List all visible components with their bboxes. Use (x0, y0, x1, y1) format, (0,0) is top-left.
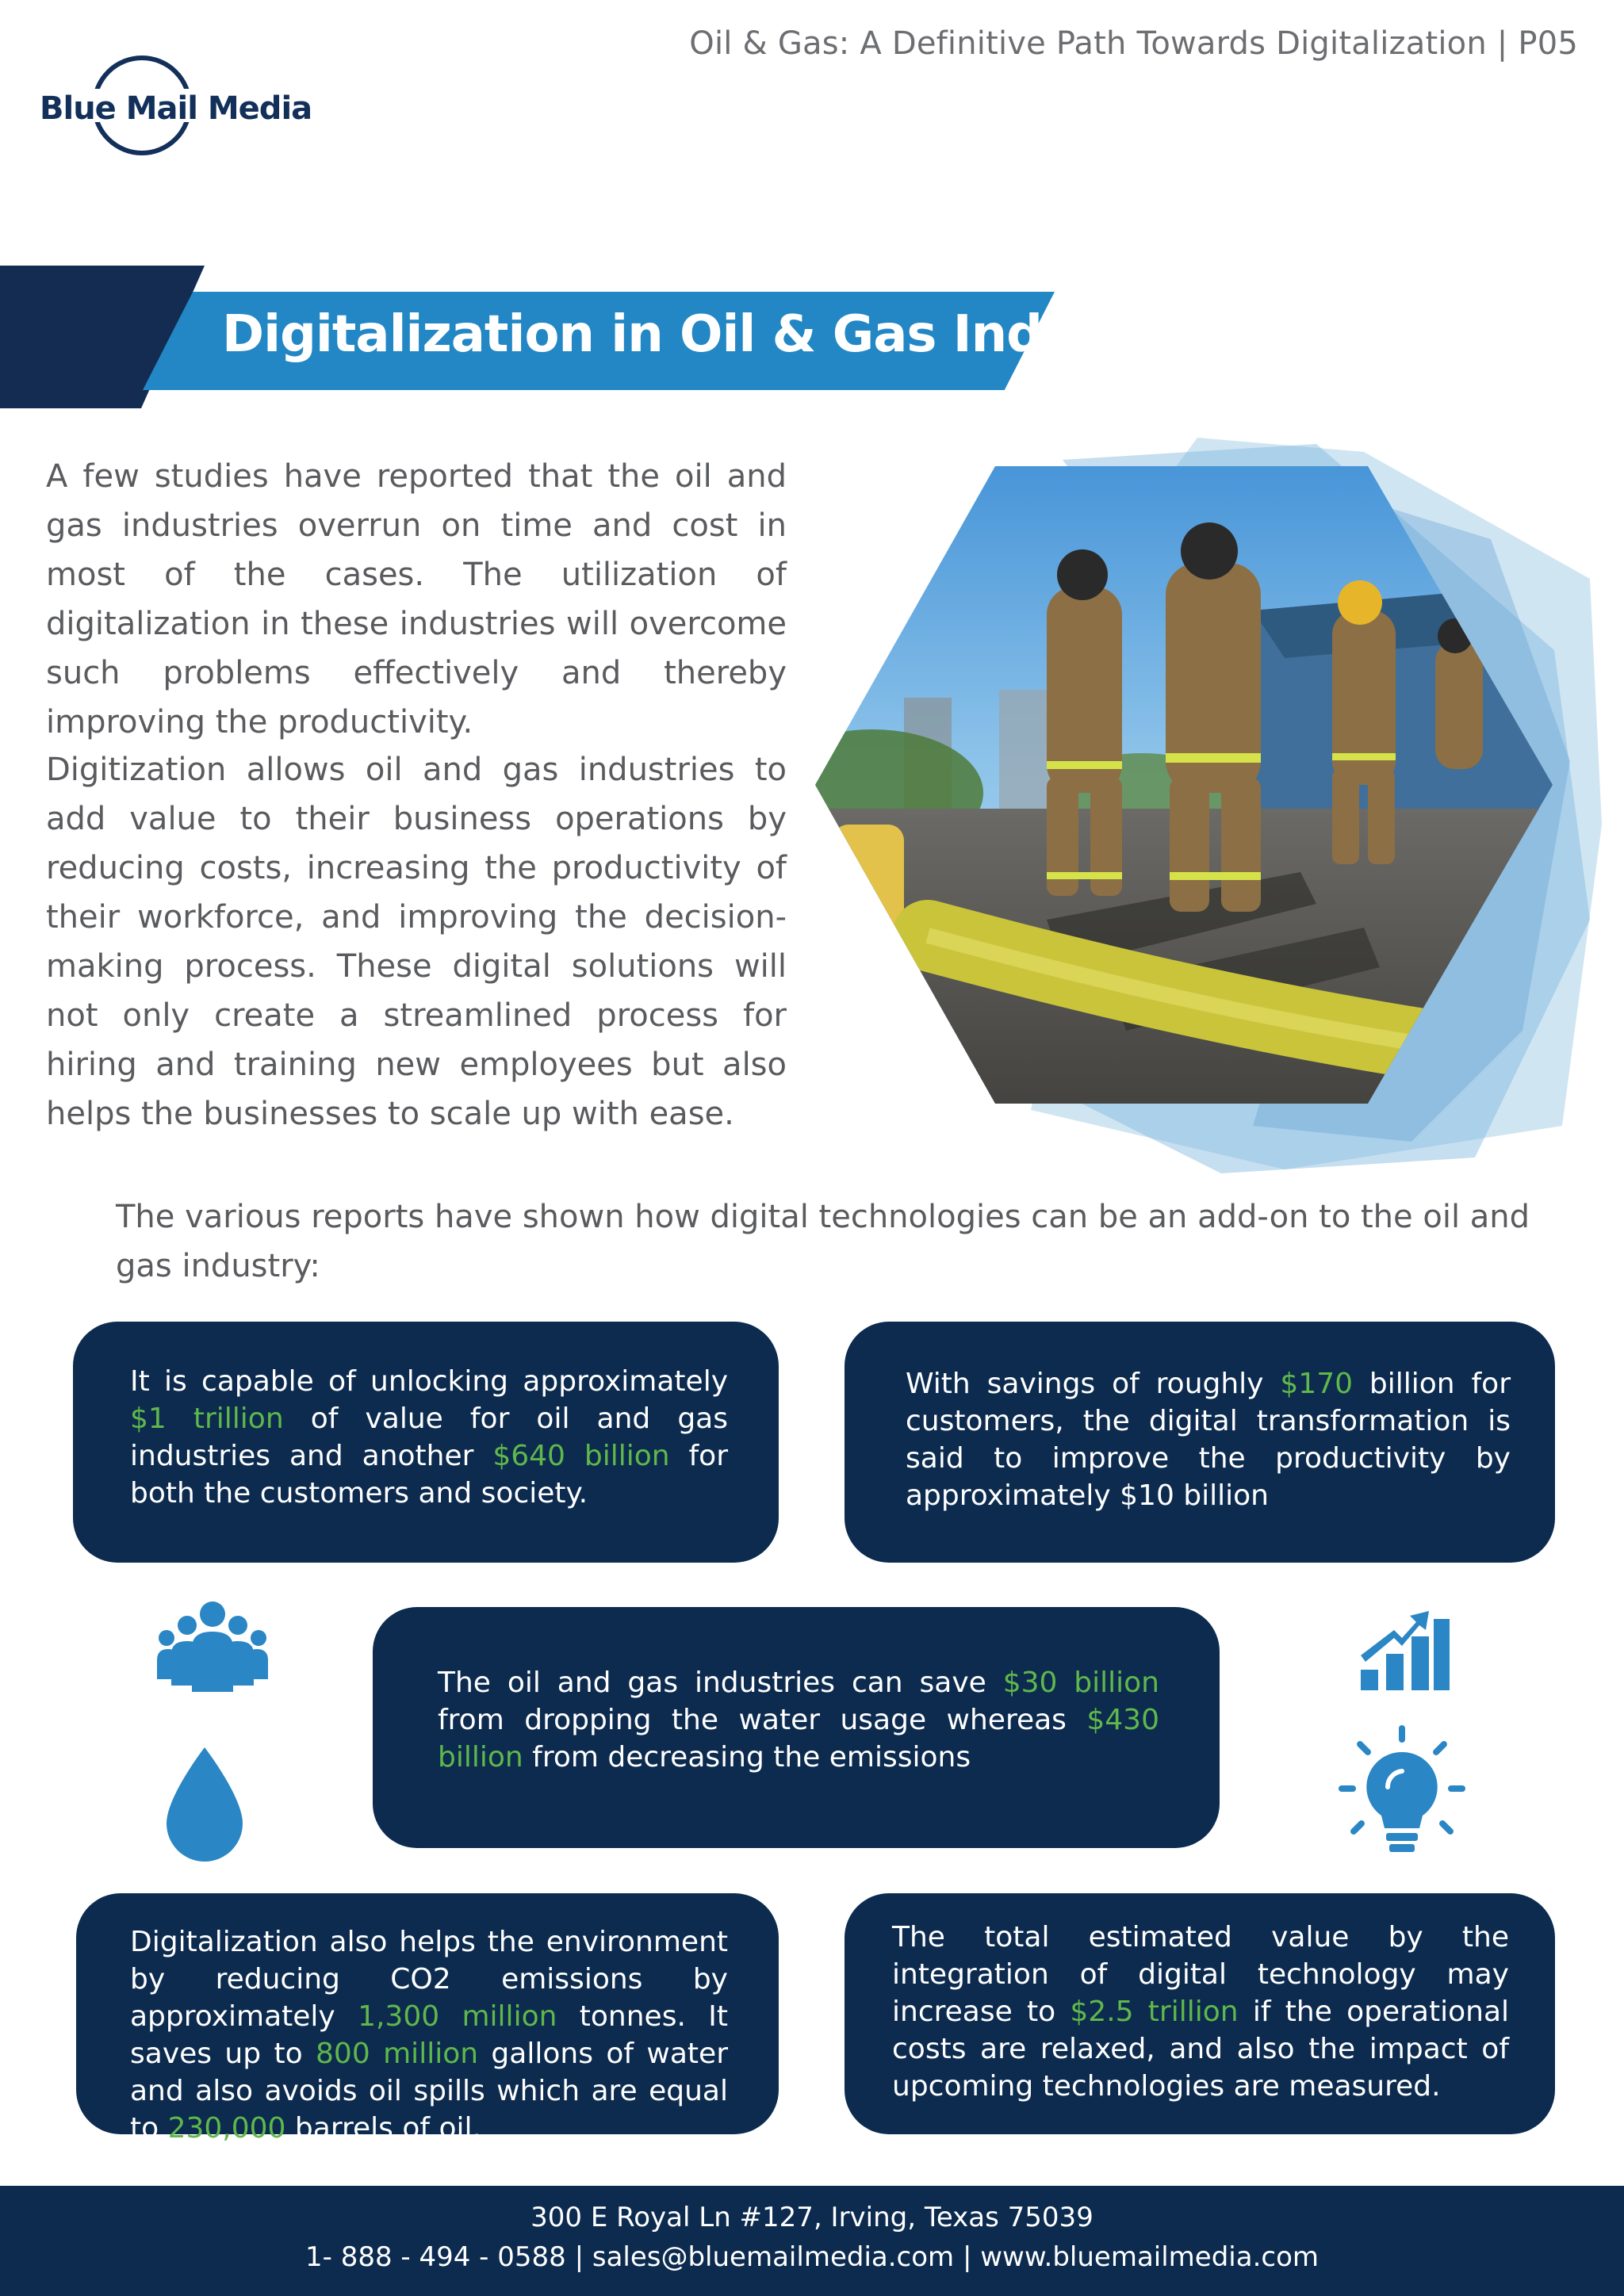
footer-contact[interactable]: 1- 888 - 494 - 0588 | sales@bluemailmedia.com | www.bluemailmedia.com (304, 2241, 1319, 2273)
card-text: gallons of water and also avoids oil spills which are equal to (130, 2038, 728, 2145)
card-highlight: 1,300 million (358, 2000, 557, 2033)
card-text: of value for oil and gas industries and another (130, 1402, 728, 1472)
stat-card-value-unlock (73, 1322, 779, 1563)
card-text: barrels of oil. (285, 2112, 481, 2145)
card-text: from decreasing the emissions (523, 1741, 971, 1774)
card-text: billion for customers, the digital transformation is said to improve the productivity by approximately $10 billion (906, 1368, 1511, 1512)
card-highlight: 230,000 (167, 2112, 286, 2145)
stat-card-customer-savings (845, 1322, 1555, 1563)
stat-card-environment (76, 1893, 779, 2145)
card-highlight: $1 trillion (130, 1402, 284, 1435)
card-highlight: $2.5 trillion (1070, 1996, 1239, 2028)
card-text: The oil and gas industries can save (438, 1667, 1003, 1699)
water-drop-icon (167, 1747, 243, 1862)
card-highlight: $30 billion (1002, 1667, 1159, 1699)
logo-text: Blue Mail Media (40, 90, 312, 127)
card-highlight: $640 billion (492, 1440, 670, 1472)
card-text: from dropping the water usage whereas (438, 1704, 1087, 1736)
page-header-title: Oil & Gas: A Definitive Path Towards Digitalization | P05 (689, 25, 1578, 62)
card-text: The total estimated value by the integration of digital technology may increase to (892, 1921, 1509, 2028)
stat-card-total-value (845, 1893, 1555, 2134)
card-text: if the operational costs are relaxed, and also the impact of upcoming technologies are measured. (892, 1996, 1510, 2103)
card-text: for both the customers and society. (130, 1440, 729, 1510)
card-highlight: $430 billion (438, 1704, 1159, 1774)
card-highlight: $170 (1280, 1368, 1354, 1400)
reports-intro: The various reports have shown how digital technologies can be an add-on to the oil and gas industry: (116, 1199, 1530, 1284)
company-logo[interactable] (38, 49, 312, 168)
card-text: Digitalization also helps the environment by reducing CO2 emissions by approximately (130, 1926, 728, 2033)
intro-paragraph-2: Digitization allows oil and gas industries to add value to their business operations by reducing costs, increasing the productivity of their workforce, and improving the decision-making process. These digital solutions will not only create a streamlined process for hiring and training new employees but also helps the businesses to scale up with ease. (46, 752, 787, 1132)
footer-address: 300 E Royal Ln #127, Irving, Texas 75039 (530, 2202, 1094, 2233)
card-text: tonnes. It saves up to (130, 2000, 728, 2070)
intro-paragraph-1: A few studies have reported that the oil and gas industries overrun on time and cost in most of the cases. The utilization of digitalization in these industries will overcome such problems effectively and thereby improving the productivity. (46, 458, 787, 740)
card-text: With savings of roughly (906, 1368, 1281, 1400)
firefighters-hexagon-image (809, 428, 1602, 1181)
growth-chart-icon (1359, 1609, 1450, 1690)
stat-card-water-emissions (373, 1607, 1220, 1848)
section-title: Digitalization in Oil & Gas Industry (222, 305, 1187, 364)
card-text: It is capable of unlocking approximately (130, 1365, 728, 1398)
page-footer (0, 2186, 1624, 2296)
people-group-icon (157, 1600, 268, 1692)
card-highlight: 800 million (316, 2038, 479, 2070)
lightbulb-icon (1339, 1725, 1465, 1857)
